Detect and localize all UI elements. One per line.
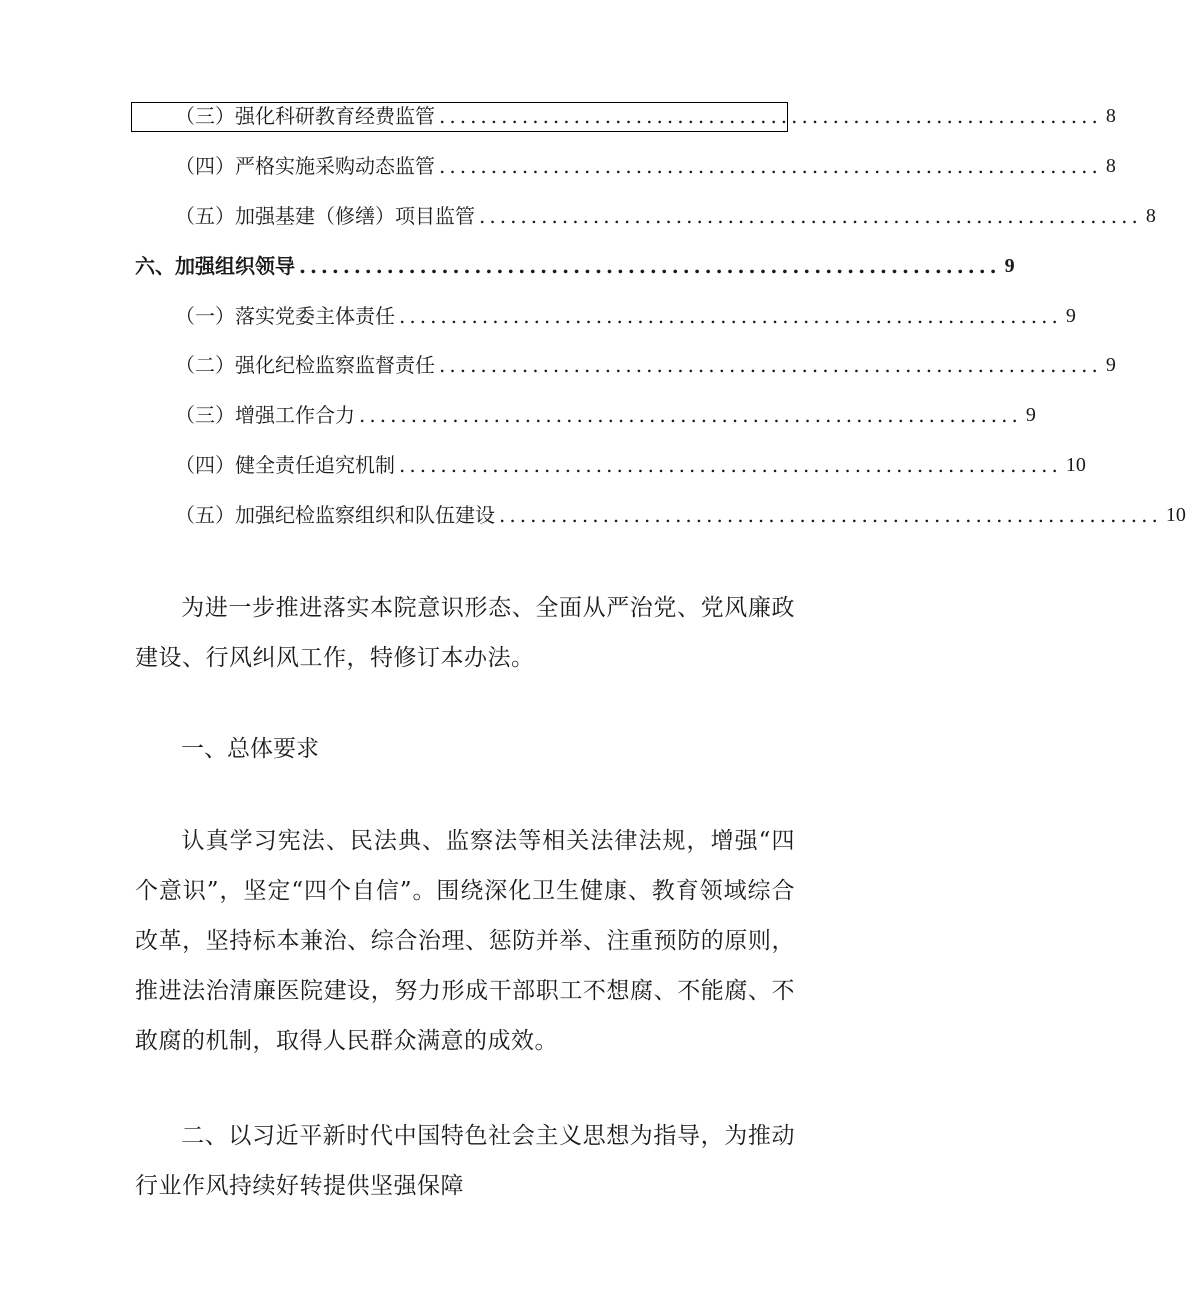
toc-leader-dots: ................................................................ <box>399 304 1062 328</box>
section-heading-2-text: 二、以习近平新时代中国特色社会主义思想为指导，为推动行业作风持续好转提供坚强保障 <box>135 1123 795 1199</box>
toc-entry-title: （五）加强基建（修缮）项目监管 <box>175 204 475 228</box>
intro-text: 为进一步推进落实本院意识形态、全面从严治党、党风廉政建设、行风纠风工作，特修订本办法。 <box>135 595 795 671</box>
toc-entry-page: 9 <box>1065 305 1076 327</box>
section-heading-2 <box>135 1111 795 1211</box>
toc-entry-page: 9 <box>1025 404 1036 426</box>
toc-entry-page: 8 <box>1105 105 1116 127</box>
section-1-text: 认真学习宪法、民法典、监察法等相关法律法规，增强“四个意识”，坚定“四个自信”。围绕深化卫生健康、教育领域综合改革，坚持标本兼治、综合治理、惩防并举、注重预防的原则，推进法治清廉医院建设，努力形成干部职工不想腐、不能腐、不敢腐的机制，取得人民群众满意的成效。 <box>135 828 795 1054</box>
toc-leader-dots: ................................................................ <box>439 353 1102 377</box>
intro-paragraph <box>135 583 795 683</box>
toc-entry-page: 9 <box>1004 255 1015 277</box>
toc-entry-title: （四）严格实施采购动态监管 <box>175 154 435 178</box>
toc-entry[interactable] <box>135 395 1036 429</box>
toc-entry-page: 8 <box>1145 205 1156 227</box>
toc-entry[interactable] <box>135 96 1116 130</box>
toc-entry-page: 10 <box>1165 504 1186 526</box>
toc-leader-dots: ................................................................ <box>479 204 1142 228</box>
toc-entry[interactable] <box>135 146 1116 180</box>
toc-entry-title: （三）强化科研教育经费监管 <box>175 104 435 128</box>
toc-entry[interactable] <box>135 495 1186 529</box>
toc-entry[interactable] <box>135 196 1156 230</box>
toc-entry-page: 9 <box>1105 354 1116 376</box>
toc-leader-dots: ................................................................ <box>439 104 1102 128</box>
toc-leader-dots: ................................................................ <box>399 453 1062 477</box>
toc-leader-dots: ................................................................ <box>359 403 1022 427</box>
toc-leader-dots: ................................................................ <box>299 254 1001 278</box>
toc-leader-dots: ................................................................ <box>499 503 1162 527</box>
toc-leader-dots: ................................................................ <box>439 154 1102 178</box>
toc-entry[interactable] <box>135 246 1015 280</box>
toc-entry[interactable] <box>135 445 1086 479</box>
toc-entry-title: （一）落实党委主体责任 <box>175 304 395 328</box>
toc-entry-title: 六、加强组织领导 <box>135 254 295 278</box>
toc-entry-title: （四）健全责任追究机制 <box>175 453 395 477</box>
toc-entry-title: （二）强化纪检监察监督责任 <box>175 353 435 377</box>
toc-entry[interactable] <box>135 345 1116 379</box>
toc-entry-title: （三）增强工作合力 <box>175 403 355 427</box>
toc-entry-page: 8 <box>1105 155 1116 177</box>
section-1-paragraph <box>135 816 795 1066</box>
toc-entry-title: （五）加强纪检监察组织和队伍建设 <box>175 503 495 527</box>
section-heading-1: 一、总体要求 <box>181 736 319 762</box>
toc-entry[interactable] <box>135 296 1076 330</box>
toc-entry-page: 10 <box>1065 454 1086 476</box>
